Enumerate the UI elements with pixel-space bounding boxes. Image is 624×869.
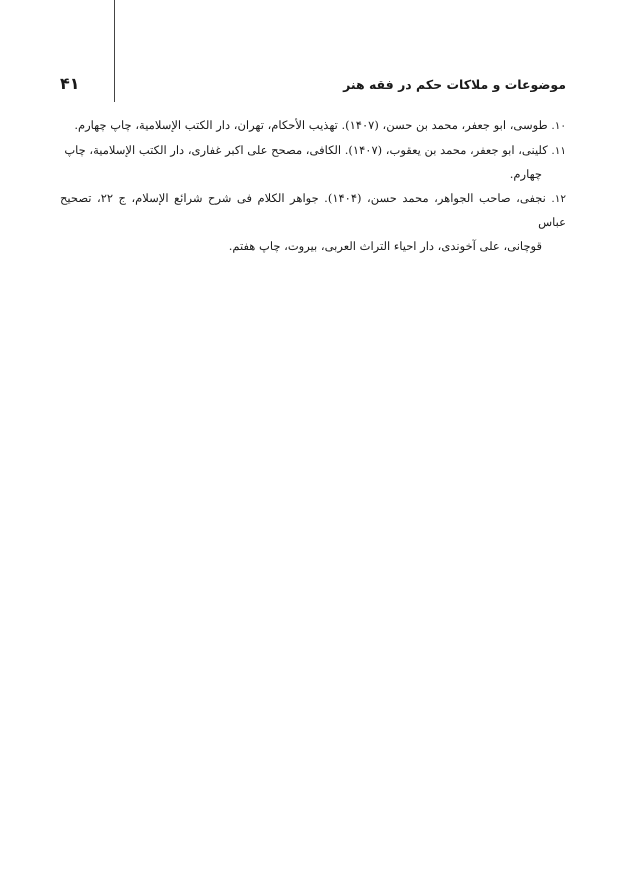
reference-continuation: قوچانی، علی آخوندی، دار احیاء التراث العربی، بیروت، چاپ هفتم.: [228, 238, 542, 253]
reference-item: [60, 139, 566, 187]
reference-number: ۱۲.: [551, 192, 567, 205]
reference-number: ۱۱.: [551, 144, 566, 157]
reference-continuation: چهارم.: [509, 167, 542, 181]
reference-item: [60, 114, 566, 139]
reference-list: [60, 114, 566, 258]
reference-text: کلینی، ابو جعفر، محمد بن یعقوب، (۱۴۰۷). الکافی، مصحح علی اکبر غفاری، دار الکتب الإسلامیة، چاپ: [64, 142, 548, 157]
running-header-title: موضوعات و ملاکات حکم در فقه هنر: [343, 77, 566, 92]
reference-number: ۱۰.: [551, 120, 566, 132]
running-header: [60, 76, 566, 98]
reference-item: [60, 187, 566, 259]
reference-text: طوسی، ابو جعفر، محمد بن حسن، (۱۴۰۷). تهذیب الأحکام، تهران، دار الکتب الإسلامیة، چاپ چهارم.: [74, 118, 548, 132]
reference-text: نجفی، صاحب الجواهر، محمد حسن، (۱۴۰۴). جواهر الکلام فی شرح شرائع الإسلام، ج ۲۲، تصحیح عباس: [60, 190, 566, 229]
page-number: ۴۱: [60, 74, 80, 93]
